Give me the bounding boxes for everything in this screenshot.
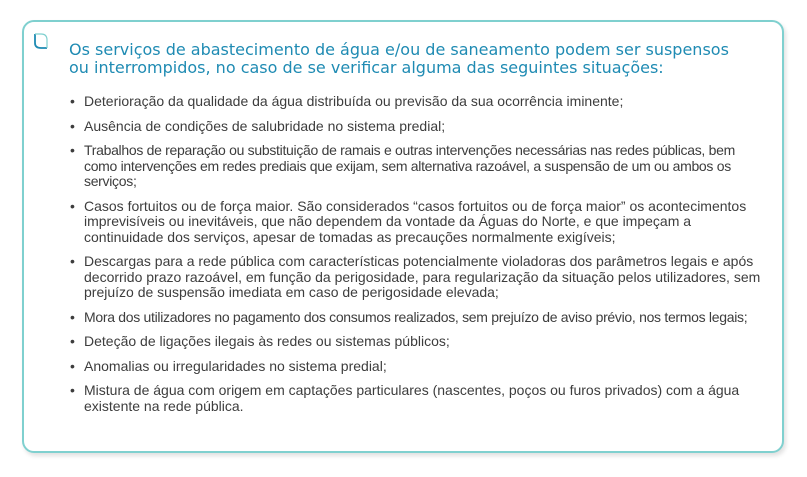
bullet-icon: • [70, 357, 75, 374]
situations-list [70, 94, 770, 423]
list-item-text: Casos fortuitos ou de força maior. São considerados “casos fortuitos ou de força maior” os acontecimentos imprevisíveis ou inevitáveis, que não dependem da vontade da Águas do Norte, e que impeçam a continuidade dos serviços, apesar de tomadas as precauções normalmente exigíveis; [84, 197, 747, 245]
card-heading [69, 41, 769, 77]
bullet-icon: • [70, 253, 75, 269]
list-item [70, 359, 770, 375]
info-card [22, 20, 784, 453]
list-item [70, 143, 770, 190]
list-item-text: Mora dos utilizadores no pagamento dos consumos realizados, sem prejuízo de aviso prévio, nos termos legais; [84, 308, 748, 325]
bullet-icon: • [70, 117, 75, 134]
bullet-icon: • [70, 197, 75, 214]
bullet-icon: • [70, 142, 75, 158]
list-item [70, 199, 770, 246]
list-item-text: Anomalias ou irregularidades no sistema predial; [84, 357, 387, 374]
corner-bracket-icon [32, 32, 50, 50]
list-item [70, 94, 770, 110]
list-item [70, 383, 770, 414]
list-item [70, 254, 770, 301]
list-item [70, 310, 770, 326]
list-item-text: Mistura de água com origem em captações particulares (nascentes, poços ou furos privados) com a água existente na rede pública. [84, 382, 740, 414]
list-item [70, 119, 770, 135]
heading-line-1: Os serviços de abastecimento de água e/ou de saneamento podem ser suspensos [69, 40, 729, 59]
list-item-text: Deterioração da qualidade da água distribuída ou previsão da sua ocorrência iminente; [84, 93, 624, 109]
bullet-icon: • [70, 93, 75, 109]
list-item-text: Ausência de condições de salubridade no sistema predial; [84, 117, 446, 134]
list-item [70, 334, 770, 350]
bullet-icon: • [70, 308, 75, 325]
bullet-icon: • [70, 333, 75, 349]
list-item-text: Trabalhos de reparação ou substituição de ramais e outras intervenções necessárias nas redes públicas, bem como intervenções em redes prediais que exijam, sem alternativa razoável, a suspensão de um ou ambos os serviços; [84, 142, 735, 189]
list-item-text: Descargas para a rede pública com características potencialmente violadoras dos parâmetros legais e após decorrido prazo razoável, em função da perigosidade, para regularização da situação pelos utilizadores, sem prejuízo de suspensão imediata em caso de perigosidade elevada; [84, 253, 761, 300]
heading-line-2: ou interrompidos, no caso de se verificar alguma das seguintes situações: [69, 58, 664, 77]
bullet-icon: • [70, 382, 75, 398]
list-item-text: Deteção de ligações ilegais às redes ou sistemas públicos; [84, 333, 450, 349]
